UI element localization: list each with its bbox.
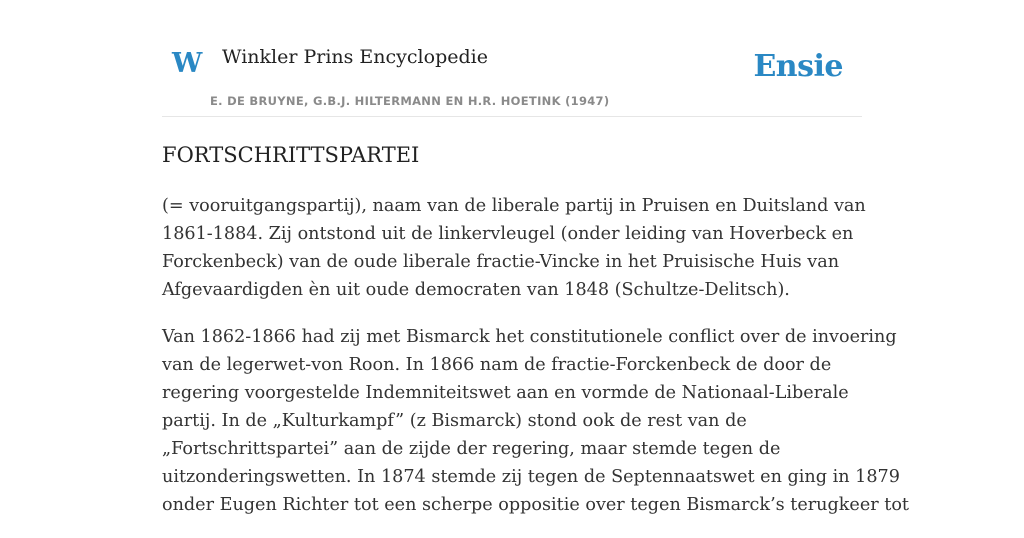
text-line: 1861-1884. Zij ontstond uit de linkervleugel (onder leiding van Hoverbeck en	[162, 224, 854, 244]
ensie-brand-logo[interactable]: Ensie	[753, 49, 843, 84]
text-line: Van 1862-1866 had zij met Bismarck het constitutionele conflict over de invoering	[162, 327, 897, 347]
article-body	[162, 192, 909, 538]
article-paragraph	[162, 192, 866, 304]
winkler-prins-logo[interactable]: W	[172, 48, 203, 79]
text-line: (= vooruitgangspartij), naam van de liberale partij in Pruisen en Duitsland van	[162, 196, 866, 216]
article-paragraph	[162, 323, 909, 519]
text-line: van de legerwet-von Roon. In 1866 nam de fractie-Forckenbeck de door de	[162, 355, 832, 375]
text-line: Forckenbeck) van de oude liberale fractie-Vincke in het Pruisische Huis van	[162, 252, 840, 272]
text-line: regering voorgestelde Indemniteitswet aan en vormde de Nationaal-Liberale	[162, 383, 849, 403]
text-line: partij. In de „Kulturkampf” (z Bismarck) stond ook de rest van de	[162, 411, 747, 431]
authors-byline: E. DE BRUYNE, G.B.J. HILTERMANN EN H.R. HOETINK (1947)	[210, 94, 610, 108]
text-line: onder Eugen Richter tot een scherpe oppositie over tegen Bismarck’s terugkeer tot	[162, 495, 909, 515]
site-header	[162, 0, 862, 117]
encyclopedia-title-link[interactable]: Winkler Prins Encyclopedie	[222, 46, 488, 68]
text-line: uitzonderingswetten. In 1874 stemde zij tegen de Septennaatswet en ging in 1879	[162, 467, 900, 487]
text-line: „Fortschrittspartei” aan de zijde der regering, maar stemde tegen de	[162, 439, 781, 459]
article-title: FORTSCHRITTSPARTEI	[162, 143, 420, 167]
text-line: Afgevaardigden èn uit oude democraten van 1848 (Schultze-Delitsch).	[162, 280, 790, 300]
